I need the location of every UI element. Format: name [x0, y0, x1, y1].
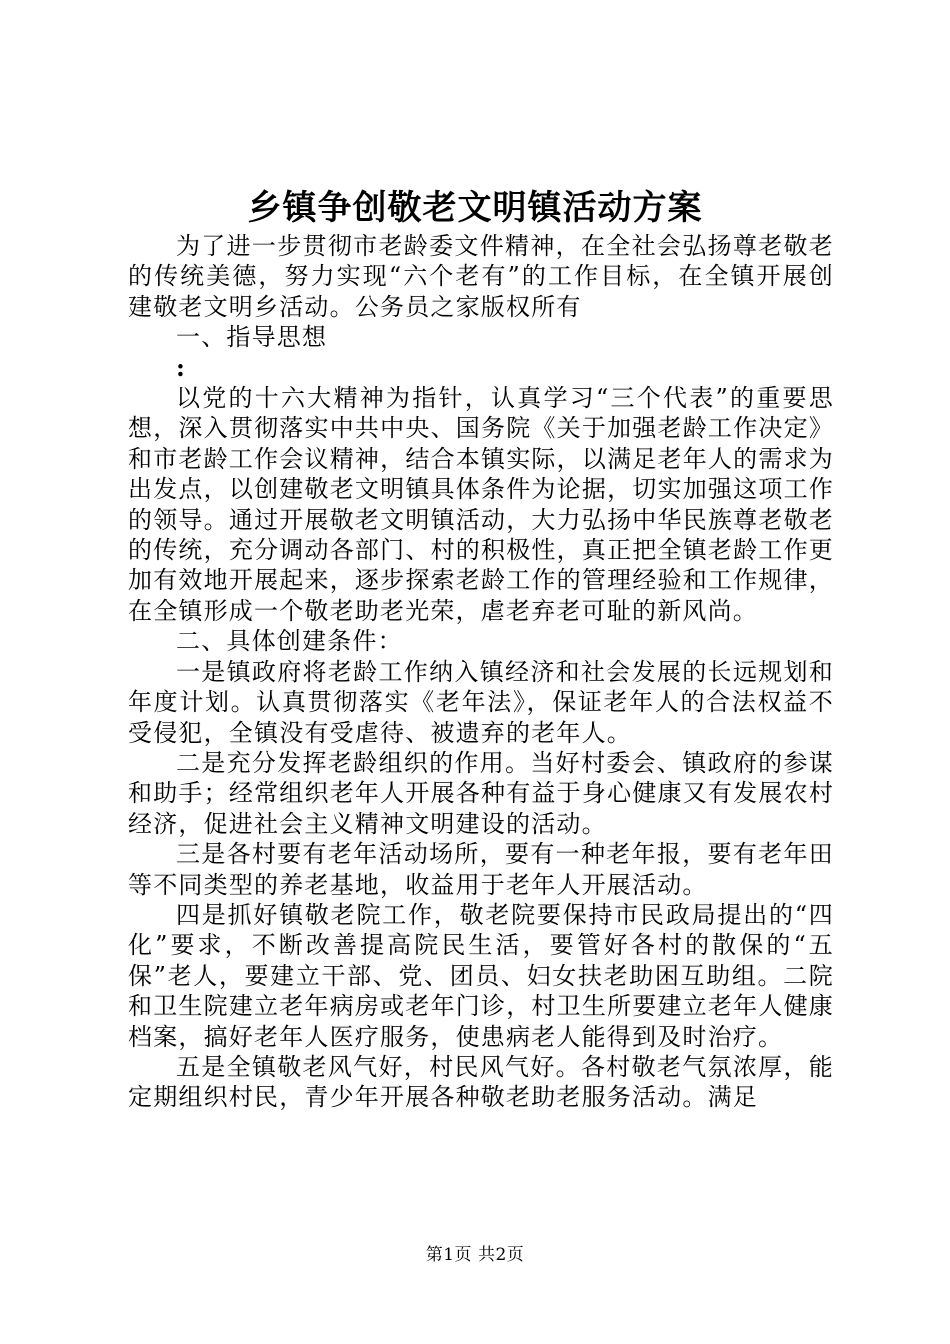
document-title: 乡镇争创敬老文明镇活动方案	[247, 188, 703, 228]
intro-paragraph: 为了进一步贯彻市老龄委文件精神，在全社会弘扬尊老敬老的传统美德，努力实现“六个老有”的工作目标，在全镇开展创建敬老文明乡活动。公务员之家版权所有	[128, 232, 834, 321]
condition-paragraph-5: 五是全镇敬老风气好，村民风气好。各村敬老气氛浓厚，能定期组织村民，青少年开展各种敬老助老服务活动。满足	[128, 1052, 834, 1112]
colon-line: :	[176, 352, 187, 382]
guiding-ideology-paragraph: 以党的十六大精神为指针，认真学习“三个代表”的重要思想，深入贯彻落实中共中央、国务院《关于加强老龄工作决定》和市老龄工作会议精神，结合本镇实际，以满足老年人的需求为出发点，以创建敬老文明镇具体条件为论据，切实加强这项工作的领导。通过开展敬老文明镇活动，大力弘扬中华民族尊老敬老的传统，充分调动各部门、村的积极性，真正把全镇老龄工作更加有效地开展起来，逐步探索老龄工作的管理经验和工作规律，在全镇形成一个敬老助老光荣，虐老弃老可耻的新风尚。	[128, 384, 834, 625]
condition-paragraph-1: 一是镇政府将老龄工作纳入镇经济和社会发展的长远规划和年度计划。认真贯彻落实《老年法》，保证老年人的合法权益不受侵犯，全镇没有受虐待、被遗弃的老年人。	[128, 657, 834, 747]
condition-paragraph-4: 四是抓好镇敬老院工作，敬老院要保持市民政局提出的“四化”要求，不断改善提高院民生活，要管好各村的散保的“五保”老人，要建立干部、党、团员、妇女扶老助困互助组。二院和卫生院建立老年病房或老年门诊，村卫生所要建立老年人健康档案，搞好老年人医疗服务，使患病老人能得到及时治疗。	[128, 900, 834, 1051]
page-number-footer: 第1页 共2页	[425, 1245, 525, 1265]
condition-paragraph-2: 二是充分发挥老龄组织的作用。当好村委会、镇政府的参谋和助手；经常组织老年人开展各种有益于身心健康又有发展农村经济，促进社会主义精神文明建设的活动。	[128, 748, 834, 838]
condition-paragraph-3: 三是各村要有老年活动场所，要有一种老年报，要有老年田等不同类型的养老基地，收益用于老年人开展活动。	[128, 840, 834, 899]
document-body	[128, 231, 834, 1113]
section-heading-guiding-ideology: 一、指导思想	[176, 323, 328, 352]
section-heading-conditions: 二、具体创建条件：	[176, 627, 403, 656]
